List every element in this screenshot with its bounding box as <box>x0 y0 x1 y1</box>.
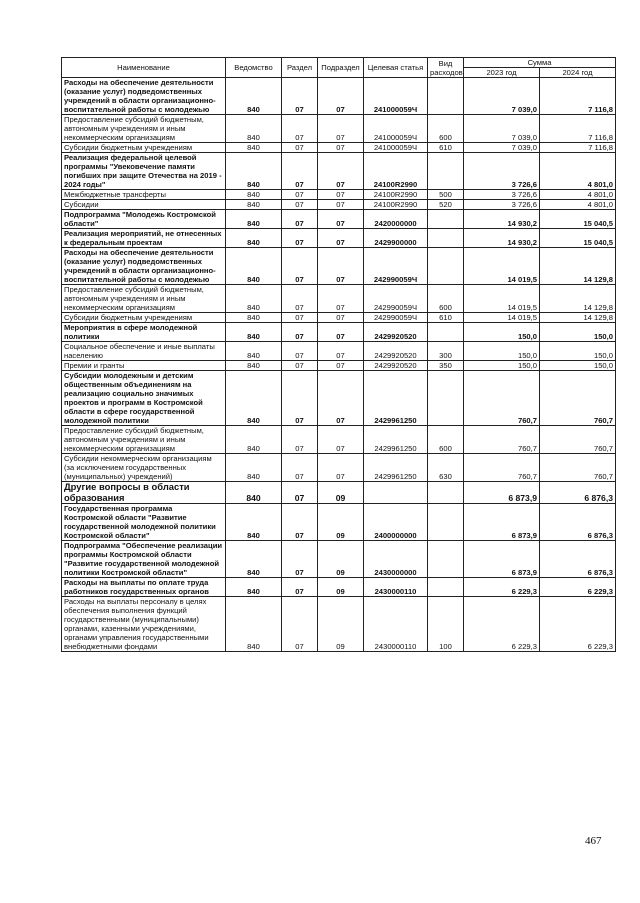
row-sum-2024: 760,7 <box>540 454 616 482</box>
row-dept: 840 <box>226 454 282 482</box>
table-row <box>62 285 616 313</box>
row-sum-2024: 7 116,8 <box>540 115 616 143</box>
row-name: Субсидии <box>62 200 226 210</box>
row-section: 07 <box>282 371 318 426</box>
row-name: Субсидии молодежным и детским общественным объединениям на реализацию социально значимых проектов и программ в Костромской области в сфере государственной молодежной политики <box>62 371 226 426</box>
row-expense: 610 <box>428 143 464 153</box>
table-row <box>62 115 616 143</box>
row-name: Расходы на обеспечение деятельности (оказание услуг) подведомственных учреждений в области организационно-воспитательной работы с молодежью <box>62 78 226 115</box>
row-expense: 500 <box>428 190 464 200</box>
row-dept: 840 <box>226 143 282 153</box>
row-section: 07 <box>282 153 318 190</box>
row-target: 2429961250 <box>364 454 428 482</box>
row-expense <box>428 248 464 285</box>
page-number: 467 <box>585 835 602 847</box>
row-section: 07 <box>282 454 318 482</box>
row-name: Расходы на выплаты по оплате труда работников государственных органов <box>62 578 226 597</box>
row-section: 07 <box>282 504 318 541</box>
row-section: 07 <box>282 578 318 597</box>
row-target: 24100R2990 <box>364 190 428 200</box>
row-sum-2024: 6 876,3 <box>540 504 616 541</box>
row-dept: 840 <box>226 190 282 200</box>
row-expense <box>428 210 464 229</box>
row-dept: 840 <box>226 323 282 342</box>
row-expense: 600 <box>428 285 464 313</box>
row-sum-2024: 150,0 <box>540 342 616 361</box>
header-expense: Вид расходов <box>428 58 464 78</box>
row-dept: 840 <box>226 229 282 248</box>
row-name: Предоставление субсидий бюджетным, автономным учреждениям и иным некоммерческим организациям <box>62 285 226 313</box>
row-sum-2024: 15 040,5 <box>540 229 616 248</box>
row-sum-2023: 760,7 <box>464 426 540 454</box>
row-subsection: 09 <box>318 482 364 504</box>
row-expense: 300 <box>428 342 464 361</box>
row-sum-2024: 7 116,8 <box>540 78 616 115</box>
row-name: Реализация мероприятий, не отнесенных к федеральным проектам <box>62 229 226 248</box>
row-target: 2429920520 <box>364 361 428 371</box>
row-sum-2024: 6 229,3 <box>540 578 616 597</box>
row-name: Мероприятия в сфере молодежной политики <box>62 323 226 342</box>
row-name: Расходы на выплаты персоналу в целях обеспечения выполнения функций государственными (муниципальными) органами, казенными учреждениями, органами управления государственными внебюджетными фондами <box>62 597 226 652</box>
table-row <box>62 342 616 361</box>
row-expense: 100 <box>428 597 464 652</box>
row-sum-2023: 14 019,5 <box>464 248 540 285</box>
row-subsection: 09 <box>318 578 364 597</box>
table-row <box>62 426 616 454</box>
table-row <box>62 541 616 578</box>
row-expense <box>428 371 464 426</box>
row-name: Другие вопросы в области образования <box>62 482 226 504</box>
table-row <box>62 78 616 115</box>
row-dept: 840 <box>226 153 282 190</box>
row-subsection: 07 <box>318 78 364 115</box>
row-subsection: 09 <box>318 597 364 652</box>
row-expense <box>428 578 464 597</box>
row-target: 241000059Ч <box>364 115 428 143</box>
row-name: Субсидии бюджетным учреждениям <box>62 143 226 153</box>
table-row <box>62 578 616 597</box>
row-sum-2023: 14 930,2 <box>464 210 540 229</box>
row-target: 2430000000 <box>364 541 428 578</box>
table-row <box>62 323 616 342</box>
row-target: 2429961250 <box>364 426 428 454</box>
row-dept: 840 <box>226 578 282 597</box>
row-section: 07 <box>282 361 318 371</box>
row-sum-2023: 3 726,6 <box>464 200 540 210</box>
row-section: 07 <box>282 143 318 153</box>
row-target: 2420000000 <box>364 210 428 229</box>
row-expense <box>428 541 464 578</box>
row-target: 242990059Ч <box>364 248 428 285</box>
budget-table <box>61 57 616 652</box>
row-subsection: 07 <box>318 115 364 143</box>
header-subsection: Подраздел <box>318 58 364 78</box>
row-subsection: 07 <box>318 361 364 371</box>
row-sum-2024: 14 129,8 <box>540 313 616 323</box>
table-row <box>62 482 616 504</box>
row-name: Подпрограмма "Молодежь Костромской области" <box>62 210 226 229</box>
row-subsection: 07 <box>318 190 364 200</box>
row-sum-2024: 4 801,0 <box>540 200 616 210</box>
row-sum-2023: 760,7 <box>464 454 540 482</box>
row-target <box>364 482 428 504</box>
row-section: 07 <box>282 541 318 578</box>
row-sum-2023: 6 873,9 <box>464 504 540 541</box>
row-section: 07 <box>282 313 318 323</box>
row-name: Предоставление субсидий бюджетным, автономным учреждениям и иным некоммерческим организациям <box>62 115 226 143</box>
row-sum-2023: 14 930,2 <box>464 229 540 248</box>
row-target: 2429920520 <box>364 342 428 361</box>
row-expense: 350 <box>428 361 464 371</box>
row-expense: 610 <box>428 313 464 323</box>
row-dept: 840 <box>226 285 282 313</box>
row-name: Субсидии некоммерческим организациям (за исключением государственных (муниципальных) учреждений) <box>62 454 226 482</box>
row-section: 07 <box>282 115 318 143</box>
table-row <box>62 313 616 323</box>
table-body <box>62 78 616 652</box>
row-dept: 840 <box>226 313 282 323</box>
row-dept: 840 <box>226 597 282 652</box>
row-sum-2023: 6 229,3 <box>464 578 540 597</box>
row-subsection: 07 <box>318 229 364 248</box>
row-target: 242990059Ч <box>364 285 428 313</box>
row-sum-2024: 6 876,3 <box>540 482 616 504</box>
row-subsection: 07 <box>318 285 364 313</box>
row-dept: 840 <box>226 248 282 285</box>
row-sum-2024: 760,7 <box>540 371 616 426</box>
header-sum: Сумма <box>464 58 616 68</box>
row-expense: 520 <box>428 200 464 210</box>
header-name: Наименование <box>62 58 226 78</box>
row-expense: 600 <box>428 115 464 143</box>
row-dept: 840 <box>226 115 282 143</box>
table-row <box>62 229 616 248</box>
row-subsection: 09 <box>318 504 364 541</box>
row-sum-2023: 150,0 <box>464 342 540 361</box>
header-2023: 2023 год <box>464 68 540 78</box>
header-section: Раздел <box>282 58 318 78</box>
row-section: 07 <box>282 285 318 313</box>
row-target: 2429900000 <box>364 229 428 248</box>
row-subsection: 07 <box>318 153 364 190</box>
row-dept: 840 <box>226 200 282 210</box>
row-expense <box>428 153 464 190</box>
row-sum-2024: 6 229,3 <box>540 597 616 652</box>
row-name: Государственная программа Костромской области "Развитие государственной молодежной политики Костромской области" <box>62 504 226 541</box>
row-section: 07 <box>282 323 318 342</box>
header-dept: Ведомство <box>226 58 282 78</box>
row-expense <box>428 323 464 342</box>
row-name: Субсидии бюджетным учреждениям <box>62 313 226 323</box>
row-subsection: 07 <box>318 143 364 153</box>
row-sum-2024: 150,0 <box>540 361 616 371</box>
row-subsection: 07 <box>318 454 364 482</box>
row-sum-2024: 15 040,5 <box>540 210 616 229</box>
row-dept: 840 <box>226 78 282 115</box>
row-target: 2430000110 <box>364 597 428 652</box>
row-subsection: 07 <box>318 200 364 210</box>
row-sum-2024: 7 116,8 <box>540 143 616 153</box>
row-section: 07 <box>282 229 318 248</box>
row-sum-2023: 7 039,0 <box>464 78 540 115</box>
row-sum-2023: 6 873,9 <box>464 541 540 578</box>
row-dept: 840 <box>226 371 282 426</box>
row-sum-2024: 760,7 <box>540 426 616 454</box>
row-sum-2024: 14 129,8 <box>540 285 616 313</box>
row-dept: 840 <box>226 504 282 541</box>
row-expense <box>428 504 464 541</box>
row-dept: 840 <box>226 210 282 229</box>
table-row <box>62 190 616 200</box>
header-2024: 2024 год <box>540 68 616 78</box>
row-dept: 840 <box>226 361 282 371</box>
row-section: 07 <box>282 190 318 200</box>
row-subsection: 07 <box>318 371 364 426</box>
row-sum-2023: 3 726,6 <box>464 153 540 190</box>
row-subsection: 07 <box>318 323 364 342</box>
row-name: Межбюджетные трансферты <box>62 190 226 200</box>
row-sum-2024: 150,0 <box>540 323 616 342</box>
row-name: Подпрограмма "Обеспечение реализации программы Костромской области "Развитие государственной молодежной политики Костромской области" <box>62 541 226 578</box>
header-row <box>62 58 616 68</box>
table-row <box>62 371 616 426</box>
row-section: 07 <box>282 200 318 210</box>
table-row <box>62 597 616 652</box>
table-row <box>62 143 616 153</box>
row-target: 2400000000 <box>364 504 428 541</box>
row-target: 241000059Ч <box>364 143 428 153</box>
row-name: Реализация федеральной целевой программы "Увековечение памяти погибших при защите Отечества на 2019 - 2024 годы" <box>62 153 226 190</box>
row-sum-2023: 760,7 <box>464 371 540 426</box>
row-sum-2023: 7 039,0 <box>464 143 540 153</box>
row-name: Предоставление субсидий бюджетным, автономным учреждениям и иным некоммерческим организациям <box>62 426 226 454</box>
table-row <box>62 361 616 371</box>
row-sum-2023: 150,0 <box>464 361 540 371</box>
row-section: 07 <box>282 342 318 361</box>
row-expense <box>428 78 464 115</box>
row-target: 242990059Ч <box>364 313 428 323</box>
row-sum-2023: 14 019,5 <box>464 285 540 313</box>
row-target: 2429920520 <box>364 323 428 342</box>
row-dept: 840 <box>226 482 282 504</box>
row-section: 07 <box>282 597 318 652</box>
table-row <box>62 454 616 482</box>
row-sum-2023: 150,0 <box>464 323 540 342</box>
table-row <box>62 200 616 210</box>
row-expense <box>428 482 464 504</box>
table-row <box>62 504 616 541</box>
table-row <box>62 153 616 190</box>
row-target: 24100R2990 <box>364 153 428 190</box>
row-section: 07 <box>282 426 318 454</box>
row-expense <box>428 229 464 248</box>
row-section: 07 <box>282 78 318 115</box>
row-target: 24100R2990 <box>364 200 428 210</box>
row-sum-2024: 6 876,3 <box>540 541 616 578</box>
row-sum-2023: 7 039,0 <box>464 115 540 143</box>
row-sum-2023: 6 873,9 <box>464 482 540 504</box>
row-name: Социальное обеспечение и иные выплаты населению <box>62 342 226 361</box>
table-row <box>62 210 616 229</box>
row-target: 2430000110 <box>364 578 428 597</box>
row-target: 241000059Ч <box>364 78 428 115</box>
header-target: Целевая статья <box>364 58 428 78</box>
table-row <box>62 248 616 285</box>
row-sum-2024: 4 801,0 <box>540 190 616 200</box>
row-sum-2023: 14 019,5 <box>464 313 540 323</box>
row-subsection: 09 <box>318 541 364 578</box>
row-target: 2429961250 <box>364 371 428 426</box>
row-section: 07 <box>282 210 318 229</box>
row-subsection: 07 <box>318 248 364 285</box>
budget-sheet <box>61 57 615 652</box>
row-sum-2023: 6 229,3 <box>464 597 540 652</box>
row-sum-2024: 14 129,8 <box>540 248 616 285</box>
row-dept: 840 <box>226 426 282 454</box>
row-sum-2024: 4 801,0 <box>540 153 616 190</box>
row-name: Премии и гранты <box>62 361 226 371</box>
row-subsection: 07 <box>318 313 364 323</box>
row-subsection: 07 <box>318 426 364 454</box>
row-subsection: 07 <box>318 210 364 229</box>
row-dept: 840 <box>226 541 282 578</box>
row-subsection: 07 <box>318 342 364 361</box>
row-sum-2023: 3 726,6 <box>464 190 540 200</box>
row-section: 07 <box>282 248 318 285</box>
row-section: 07 <box>282 482 318 504</box>
row-expense: 600 <box>428 426 464 454</box>
row-name: Расходы на обеспечение деятельности (оказание услуг) подведомственных учреждений в области организационно-воспитательной работы с молодежью <box>62 248 226 285</box>
row-expense: 630 <box>428 454 464 482</box>
row-dept: 840 <box>226 342 282 361</box>
